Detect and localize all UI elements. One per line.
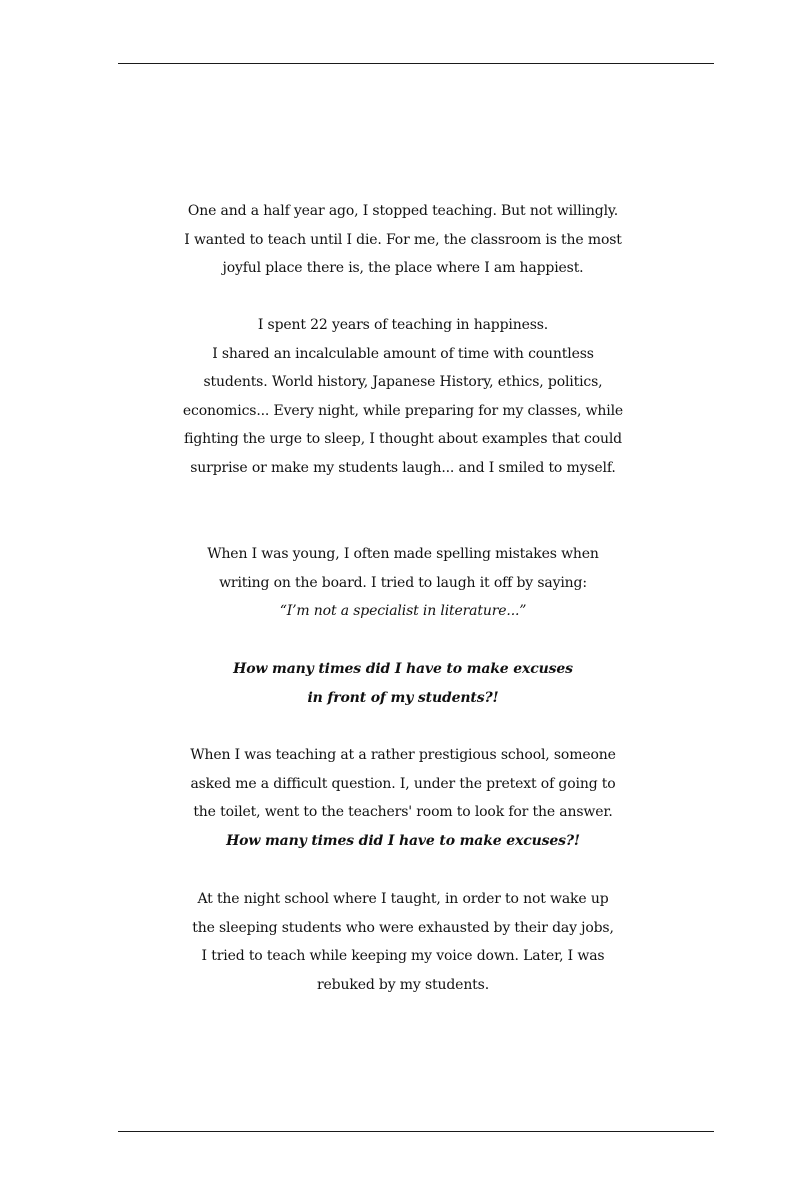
text-line: rebuked by my students. — [317, 976, 489, 993]
paragraph-night-school — [0, 885, 806, 999]
paragraph-prestigious-school — [0, 741, 806, 855]
text-line: asked me a difficult question. I, under the pretext of going to — [190, 775, 616, 792]
bottom-divider — [118, 1131, 714, 1132]
text-line: joyful place there is, the place where I am happiest. — [222, 260, 584, 277]
text-line: writing on the board. I tried to laugh it off by saying: — [219, 574, 587, 591]
paragraph-excuses-emphasis — [0, 655, 806, 712]
paragraph-spelling-mistakes — [0, 540, 806, 626]
text-line: When I was teaching at a rather prestigious school, someone — [190, 747, 616, 763]
emphasis-line: in front of my students?! — [307, 689, 499, 706]
text-line: I shared an incalculable amount of time with countless — [212, 345, 594, 362]
text-line: the sleeping students who were exhausted by their day jobs, — [192, 919, 614, 936]
text-line: surprise or make my students laugh... and I smiled to myself. — [190, 459, 616, 476]
text-line: I wanted to teach until I die. For me, the classroom is the most — [184, 231, 622, 248]
text-line: the toilet, went to the teachers' room to look for the answer. — [193, 804, 613, 821]
text-line: One and a half year ago, I stopped teaching. But not willingly. — [187, 203, 619, 219]
quote-line: “I’m not a specialist in literature...” — [279, 603, 527, 620]
text-line: I spent 22 years of teaching in happiness. — [257, 317, 549, 333]
text-line: students. World history, Japanese History, ethics, politics, — [203, 374, 603, 391]
emphasis-line: How many times did I have to make excuses?! — [226, 832, 580, 849]
text-line: When I was young, I often made spelling mistakes when — [207, 546, 599, 562]
text-line: I tried to teach while keeping my voice down. Later, I was — [201, 948, 605, 965]
text-line: At the night school where I taught, in order to not wake up — [197, 891, 609, 907]
top-divider — [118, 63, 714, 64]
paragraph-years-of-teaching — [0, 311, 806, 483]
text-line: economics... Every night, while preparing for my classes, while — [182, 402, 624, 419]
emphasis-line: How many times did I have to make excuses — [233, 661, 573, 677]
text-line: fighting the urge to sleep, I thought about examples that could — [183, 431, 622, 448]
paragraph-stopped-teaching — [0, 197, 806, 283]
